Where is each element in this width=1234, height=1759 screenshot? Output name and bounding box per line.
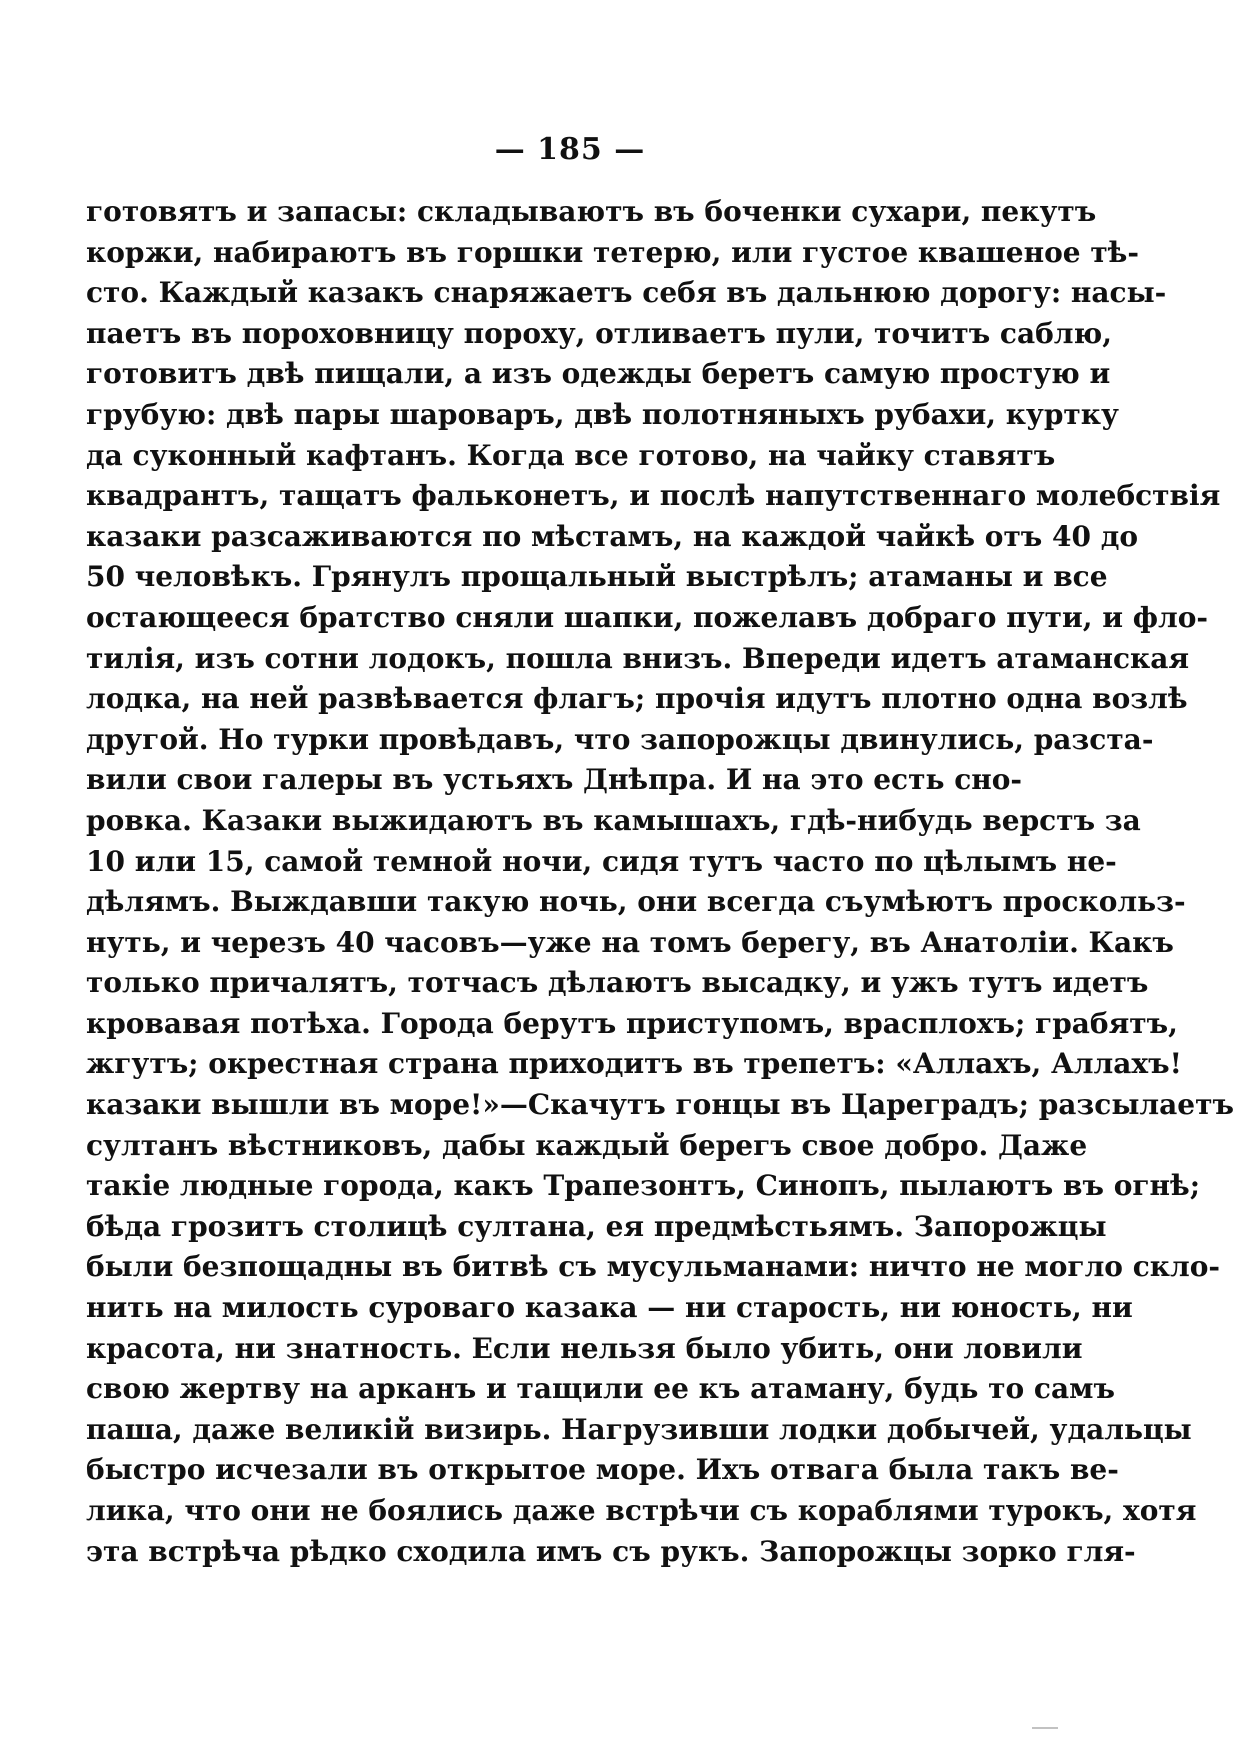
text-line: сто. Каждый казакъ снаряжаетъ себя въ дальнюю дорогу: насы- bbox=[86, 276, 1167, 310]
text-line: кровавая потѣха. Города берутъ приступомъ, врасплохъ; грабятъ, bbox=[86, 1006, 1178, 1040]
text-line: ровка. Казаки выжидаютъ въ камышахъ, гдѣ-нибудь верстъ за bbox=[86, 803, 1141, 837]
text-line: нить на милость суроваго казака — ни старость, ни юность, ни bbox=[86, 1291, 1133, 1325]
body-text bbox=[86, 192, 1234, 1572]
text-line: вили свои галеры въ устьяхъ Днѣпра. И на это есть сно- bbox=[86, 763, 1023, 797]
text-line: квадрантъ, тащатъ фальконетъ, и послѣ напутственнаго молебствія bbox=[86, 479, 1221, 513]
text-line: да суконный кафтанъ. Когда все готово, на чайку ставятъ bbox=[86, 438, 1056, 472]
text-line: казаки вышли въ море!»—Скачутъ гонцы въ Цареградъ; разсылаетъ bbox=[86, 1088, 1234, 1122]
text-line: нуть, и черезъ 40 часовъ—уже на томъ берегу, въ Анатоліи. Какъ bbox=[86, 925, 1174, 959]
text-line: эта встрѣча рѣдко сходила имъ съ рукъ. Запорожцы зорко гля- bbox=[86, 1534, 1136, 1568]
text-line: жгутъ; окрестная страна приходитъ въ трепетъ: «Аллахъ, Аллахъ! bbox=[86, 1047, 1182, 1081]
page-number: — 185 — bbox=[494, 132, 646, 167]
text-line: остающееся братство сняли шапки, пожелавъ добраго пути, и фло- bbox=[86, 600, 1209, 634]
text-line: паша, даже великій визирь. Нагрузивши лодки добычей, удальцы bbox=[86, 1412, 1192, 1446]
text-line: быстро исчезали въ открытое море. Ихъ отвага была такъ ве- bbox=[86, 1453, 1119, 1487]
text-line: казаки разсаживаются по мѣстамъ, на каждой чайкѣ отъ 40 до bbox=[86, 519, 1139, 553]
text-line: бѣда грозитъ столицѣ султана, ея предмѣстьямъ. Запорожцы bbox=[86, 1209, 1107, 1243]
text-line: красота, ни знатность. Если нельзя было убить, они ловили bbox=[86, 1331, 1083, 1365]
text-line: лика, что они не боялись даже встрѣчи съ кораблями турокъ, хотя bbox=[86, 1494, 1197, 1527]
text-line: были безпощадны въ битвѣ съ мусульманами: ничто не могло скло- bbox=[86, 1250, 1221, 1284]
text-line: коржи, набираютъ въ горшки тетерю, или густое квашеное тѣ- bbox=[86, 235, 1139, 269]
text-line: свою жертву на арканъ и тащили ее къ атаману, будь то самъ bbox=[86, 1372, 1115, 1406]
text-line: готовятъ и запасы: складываютъ въ боченки сухари, пекутъ bbox=[86, 195, 1097, 228]
text-line: тилія, изъ сотни лодокъ, пошла внизъ. Впереди идетъ атаманская bbox=[86, 641, 1190, 675]
scan-mark bbox=[1032, 1727, 1058, 1729]
text-line: 50 человѣкъ. Грянулъ прощальный выстрѣлъ; атаманы и все bbox=[86, 560, 1108, 594]
text-line: другой. Но турки провѣдавъ, что запорожцы двинулись, разста- bbox=[86, 722, 1154, 756]
text-line: лодка, на ней развѣвается флагъ; прочія идутъ плотно одна возлѣ bbox=[86, 682, 1188, 716]
text-line: грубую: двѣ пары шароваръ, двѣ полотняныхъ рубахи, куртку bbox=[86, 397, 1119, 431]
text-line: дѣлямъ. Выждавши такую ночь, они всегда съумѣютъ проскольз- bbox=[86, 885, 1186, 919]
text-line: султанъ вѣстниковъ, дабы каждый берегъ свое добро. Даже bbox=[86, 1128, 1088, 1162]
text-line: паетъ въ пороховницу пороху, отливаетъ пули, точитъ саблю, bbox=[86, 316, 1112, 350]
text-line: 10 или 15, самой темной ночи, сидя тутъ часто по цѣлымъ не- bbox=[86, 844, 1117, 878]
text-line: готовитъ двѣ пищали, а изъ одежды беретъ самую простую и bbox=[86, 357, 1111, 391]
text-line: такіе людные города, какъ Трапезонтъ, Синопъ, пылаютъ въ огнѣ; bbox=[86, 1169, 1201, 1203]
text-line: только причалятъ, тотчасъ дѣлаютъ высадку, и ужъ тутъ идетъ bbox=[86, 966, 1149, 1000]
